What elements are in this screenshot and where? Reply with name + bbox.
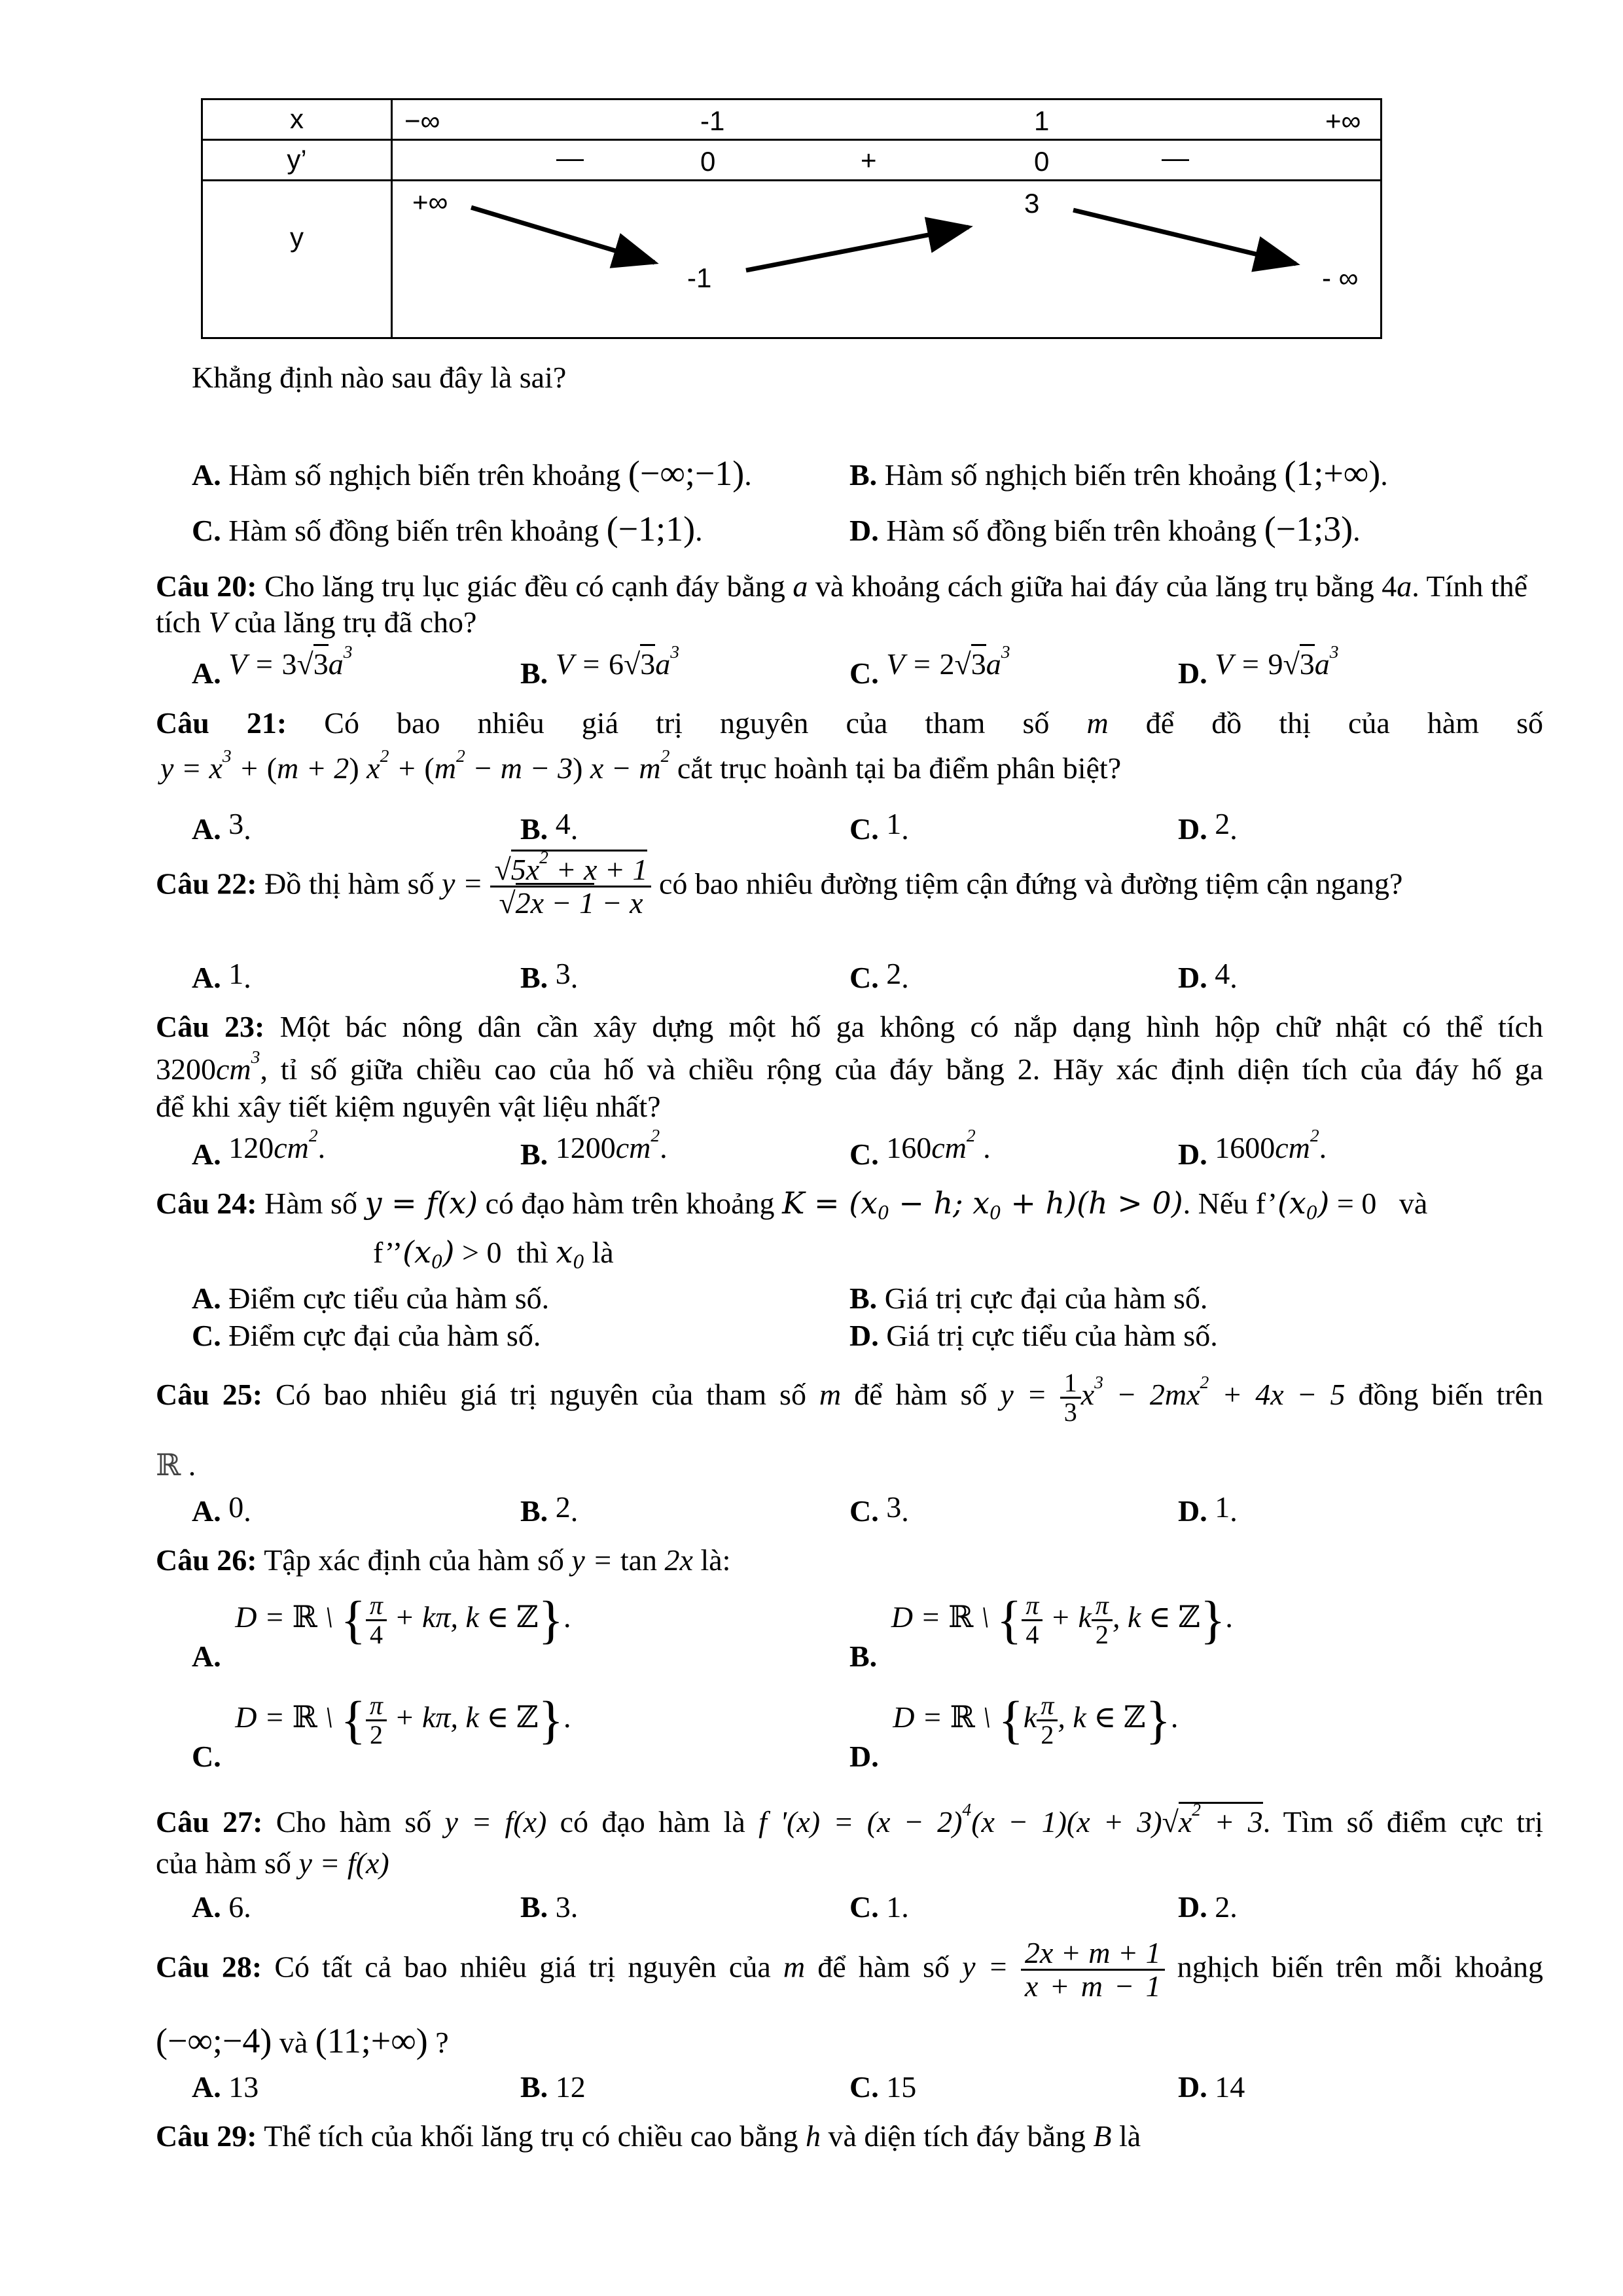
q24-stem-line2: $f’’(x_0) > 0$ thì $x_0$ là [373,1234,614,1273]
yp-zero-1: 0 [700,146,716,177]
q27-option-c[interactable]: C. 1. [849,1890,909,1924]
q20-stem: Câu 20: Cho lăng trụ lục giác đều có cạnh đáy bằng a và khoảng cách giữa hai đáy của lăng trụ bằng 4a. Tính thể tích V của lăng trụ đã cho? [156,569,1528,639]
variation-table [201,98,1382,339]
q25-stem-line1: Câu 25: Có bao nhiêu giá trị nguyên của tham số m để hàm số y = $\frac{1}{3}$ $x^3 - 2mx^2 + 4x - 5$ đồng biến trên [156,1368,1544,1427]
q27-option-a[interactable]: A. 6. [192,1890,251,1924]
q26-option-d[interactable]: D. D = ℝ \ {k $\frac{\pi}{2}$ , k ∈ ℤ}. [849,1690,1179,1773]
y-three: 3 [1024,188,1040,219]
arrow-down-1 [471,207,654,262]
option-label: B. [849,458,878,492]
q21-stem-line1: Câu 21: Có bao nhiêu giá trị nguyên của tham số m để đồ thị của hàm số [156,706,1544,740]
interval: (−∞;−1) [628,454,745,493]
q23-stem-line1: Câu 23: Một bác nông dân cần xây dựng một hố ga không có nắp dạng hình hộp chữ nhật có thể tích [156,1010,1544,1043]
row-yp-label: y’ [202,140,392,181]
y-neg-inf: - ∞ [1322,262,1359,293]
q20-option-a[interactable]: A. $V = 3√3a^3$ [192,641,353,690]
q27-option-b[interactable]: B. 3. [520,1890,579,1924]
q24-option-c[interactable]: C. Điểm cực đại của hàm số. [192,1319,541,1352]
q21-option-c[interactable]: C. 1. [849,807,909,846]
q25-option-a[interactable]: A. 0. [192,1490,251,1528]
variation-arrows [393,181,1374,338]
q23-option-c[interactable]: C. $160cm^2$ . [849,1125,991,1171]
q20-option-b[interactable]: B. $V = 6√3a^3$ [520,641,680,690]
q20-option-d[interactable]: D. $V = 9√3a^3$ [1178,641,1339,690]
q26-option-c[interactable]: C. D = ℝ \ { $\frac{\pi}{2}$ + kπ, k ∈ ℤ}. [192,1690,571,1773]
x-minus-one: -1 [700,105,725,136]
row-x-values [392,99,1382,140]
yp-zero-2: 0 [1034,146,1050,177]
q24-stem-line1: Câu 24: Hàm số y = f(x) có đạo hàm trên khoảng $K = (x_0 - h$; $x_0 + h)(h > 0)$. Nếu $f’(x_0) = 0$ và [156,1185,1428,1224]
q19-option-d[interactable]: D. Hàm số đồng biến trên khoảng (−1;3). [849,509,1361,548]
q23-stem-line2: $3200cm^3$, tỉ số giữa chiều cao của hố và chiều rộng của đáy bằng 2. Hãy xác định diện tích của đáy hố ga [156,1047,1544,1086]
q25-option-d[interactable]: D. 1. [1178,1490,1238,1528]
q28-stem-line1: Câu 28: Có tất cả bao nhiêu giá trị nguyên của m để hàm số y = $\frac{2x + m + 1}{x + m - 1}$ nghịch biến trên mỗi khoảng [156,1936,1544,2003]
q26-option-a[interactable]: A. D = ℝ \ { $\frac{\pi}{4}$ + kπ, k ∈ ℤ}. [192,1590,571,1673]
q24-option-a[interactable]: A. Điểm cực tiểu của hàm số. [192,1282,550,1315]
q23-option-d[interactable]: D. $1600cm^2$. [1178,1125,1327,1171]
q23-option-b[interactable]: B. $1200cm^2$. [520,1125,668,1171]
q25-real-set: ℝ . [156,1447,196,1482]
q28-option-d[interactable]: D. 14 [1178,2070,1245,2104]
option-label: D. [849,514,879,547]
option-label: C. [192,514,221,547]
q27-stem-line1: Câu 27: Cho hàm số y = f(x) có đạo hàm là f '$(x) = (x - 2)^4(x - 1)(x + 3)√x^2 + 3$. Tìm số điểm cực trị [156,1799,1544,1839]
q22-option-c[interactable]: C. 2. [849,957,909,994]
row-y-values [392,181,1382,338]
q25-option-c[interactable]: C. 3. [849,1490,909,1528]
row-x-label: x [202,99,392,140]
q21-option-a[interactable]: A. 3. [192,807,251,846]
q28-option-a[interactable]: A. 13 [192,2070,259,2104]
q22-option-d[interactable]: D. 4. [1178,957,1238,994]
yp-sign-2: + [861,145,877,175]
q19-option-b[interactable]: B. Hàm số nghịch biến trên khoảng (1;+∞). [849,454,1388,493]
x-pos-inf: +∞ [1325,105,1361,136]
yp-sign-1: — [556,142,584,173]
yp-sign-3: — [1162,142,1189,173]
q28-stem-line2: (−∞;−4) và (11;+∞) ? [156,2021,449,2060]
row-y-label: y [202,181,392,338]
q20-option-c[interactable]: C. $V = 2√3a^3$ [849,641,1010,690]
y-pos-inf: +∞ [412,187,448,217]
q24-option-b[interactable]: B. Giá trị cực đại của hàm số. [849,1282,1208,1315]
row-yp-values [392,140,1382,181]
q27-stem-line2: của hàm số y = f(x) [156,1846,389,1880]
q21-option-b[interactable]: B. 4. [520,807,579,846]
q21-function: $y = x^3 + (m + 2) x^2 + (m^2 - m - 3) x - m^2$ [160,745,670,785]
q25-option-b[interactable]: B. 2. [520,1490,579,1528]
q24-option-d[interactable]: D. Giá trị cực tiểu của hàm số. [849,1319,1218,1352]
option-label: A. [192,458,221,492]
q19-option-c[interactable]: C. Hàm số đồng biến trên khoảng (−1;1). [192,509,703,548]
interval: (−1;3) [1264,509,1353,548]
q28-option-b[interactable]: B. 12 [520,2070,586,2104]
q23-option-a[interactable]: A. $120cm^2$. [192,1125,326,1171]
q19-option-a[interactable]: A. Hàm số nghịch biến trên khoảng (−∞;−1). [192,454,752,493]
q25-function: y = $\frac{1}{3}$ $x^3 - 2mx^2 + 4x - 5$ [1000,1368,1346,1427]
q28-option-c[interactable]: C. 15 [849,2070,917,2104]
question-label: Câu 20: [156,569,257,603]
q21-stem-line2: $y = x^3 + (m + 2) x^2 + (m^2 - m - 3) x - m^2$ cắt trục hoành tại ba điểm phân biệt? [160,745,1122,785]
q22-stem: Câu 22: Đồ thị hàm số y = $\frac{√5x^2 + x + 1}{√2x - 1 - x}$ có bao nhiêu đường tiệm cận đứng và đường tiệm cận ngang? [156,847,1403,920]
arrow-up [746,227,969,270]
q23-stem-line3: để khi xây tiết kiệm nguyên vật liệu nhất? [156,1090,661,1123]
interval: (−1;1) [606,509,696,548]
x-one: 1 [1034,105,1050,136]
q26-stem: Câu 26: Tập xác định của hàm số y = tan 2x là: [156,1543,731,1577]
q27-option-d[interactable]: D. 2. [1178,1890,1238,1924]
q29-stem: Câu 29: Thể tích của khối lăng trụ có chiều cao bằng h và diện tích đáy bằng B là [156,2119,1141,2153]
interval: (1;+∞) [1284,454,1381,493]
q22-function: y = $\frac{√5x^2 + x + 1}{√2x - 1 - x}$ [442,867,651,900]
y-minus-one: -1 [687,262,712,293]
q22-option-b[interactable]: B. 3. [520,957,579,994]
arrow-down-2 [1073,210,1296,264]
q26-option-b[interactable]: B. D = ℝ \ { $\frac{\pi}{4}$ + k $\frac{\pi}{2}$ , k ∈ ℤ}. [849,1590,1233,1673]
x-neg-inf: −∞ [404,105,440,136]
q21-option-d[interactable]: D. 2. [1178,807,1238,846]
q19-prompt: Khẳng định nào sau đây là sai? [192,361,567,394]
q22-option-a[interactable]: A. 1. [192,957,251,994]
